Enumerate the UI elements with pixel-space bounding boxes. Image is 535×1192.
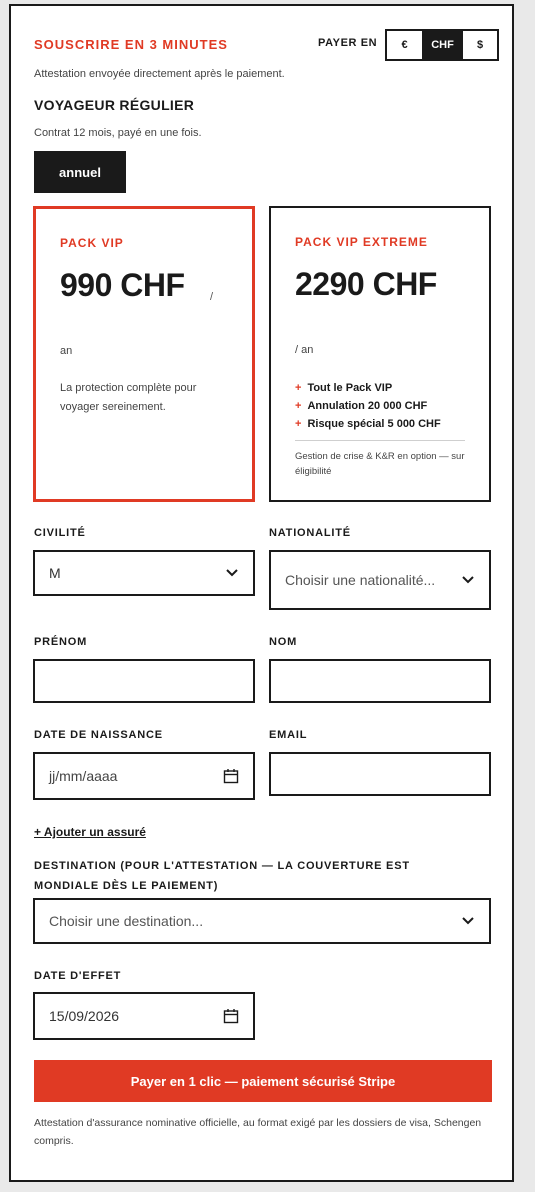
feature-item [295, 382, 392, 394]
add-insured-link[interactable]: + Ajouter un assuré [34, 825, 146, 839]
destination-label: DESTINATION (POUR L'ATTESTATION — LA COUVERTURE EST MONDIALE DÈS LE PAIEMENT) [34, 860, 410, 892]
feature-item [295, 418, 441, 430]
effective-date-field[interactable] [33, 992, 255, 1040]
calendar-icon[interactable] [223, 1008, 239, 1024]
pack-name: PACK VIP EXTREME [295, 235, 428, 249]
destination-select[interactable] [33, 898, 491, 944]
last-name-field[interactable] [269, 659, 491, 703]
last-name-label: NOM [269, 636, 298, 648]
currency-switch [385, 29, 499, 61]
tab-annual[interactable]: annuel [34, 151, 126, 193]
pack-price: 990 CHF [60, 267, 185, 303]
pack-period: an [60, 345, 73, 357]
birth-date-placeholder: jj/mm/aaaa [49, 768, 118, 784]
currency-usd-button[interactable]: $ [462, 31, 497, 59]
pay-button[interactable]: Payer en 1 clic — paiement sécurisé Stripe [34, 1060, 492, 1102]
footer-note: Attestation d'assurance nominative officielle, au format exigé par les dossiers de visa, Schengen compris. [34, 1117, 482, 1147]
chevron-down-icon [461, 916, 475, 926]
nationality-select[interactable] [269, 550, 491, 610]
header-note: Attestation envoyée directement après le paiement. [34, 68, 285, 80]
effective-date-label: DATE D'EFFET [34, 970, 122, 982]
first-name-label: PRÉNOM [34, 636, 88, 648]
chevron-down-icon [461, 575, 475, 585]
destination-placeholder: Choisir une destination... [49, 913, 204, 929]
form-title: SOUSCRIRE EN 3 MINUTES [34, 37, 228, 52]
nationality-label: NATIONALITÉ [269, 527, 351, 539]
first-name-field[interactable] [33, 659, 255, 703]
plus-marker: + [295, 400, 302, 412]
pay-in-label: PAYER EN [318, 37, 378, 49]
nationality-placeholder: Choisir une nationalité... [285, 571, 436, 588]
feature-label: Tout le Pack VIP [307, 382, 393, 394]
feature-item [295, 400, 427, 412]
subscription-card [9, 4, 514, 1182]
feature-label: Risque spécial 5 000 CHF [307, 418, 441, 430]
currency-chf-button[interactable]: CHF [422, 31, 462, 59]
email-field[interactable] [269, 752, 491, 796]
pack-description: La protection complète pour voyager sereinement. [60, 382, 197, 413]
pack-period: / an [295, 344, 314, 356]
plan-title: VOYAGEUR RÉGULIER [34, 97, 195, 113]
price-slash: / [210, 291, 214, 303]
plus-marker: + [295, 382, 302, 394]
calendar-icon[interactable] [223, 768, 239, 784]
pack-vip-extreme-card[interactable] [269, 206, 491, 502]
effective-date-value: 15/09/2026 [49, 1008, 120, 1024]
civility-value: M [49, 565, 61, 581]
option-note: Gestion de crise & K&R en option — sur éligibilité [295, 451, 465, 477]
civility-select[interactable] [33, 550, 255, 596]
pack-vip-card[interactable] [33, 206, 255, 502]
birth-date-field[interactable] [33, 752, 255, 800]
currency-eur-button[interactable]: € [401, 39, 408, 51]
civility-label: CIVILITÉ [34, 527, 86, 539]
chevron-down-icon [225, 568, 239, 578]
pack-name: PACK VIP [60, 236, 124, 250]
plus-marker: + [295, 418, 302, 430]
email-label: EMAIL [269, 729, 308, 741]
birth-date-label: DATE DE NAISSANCE [34, 729, 163, 741]
feature-label: Annulation 20 000 CHF [307, 400, 428, 412]
plan-subtitle: Contrat 12 mois, payé en une fois. [34, 127, 202, 139]
divider [295, 440, 465, 441]
pack-price: 2290 CHF [295, 266, 437, 302]
